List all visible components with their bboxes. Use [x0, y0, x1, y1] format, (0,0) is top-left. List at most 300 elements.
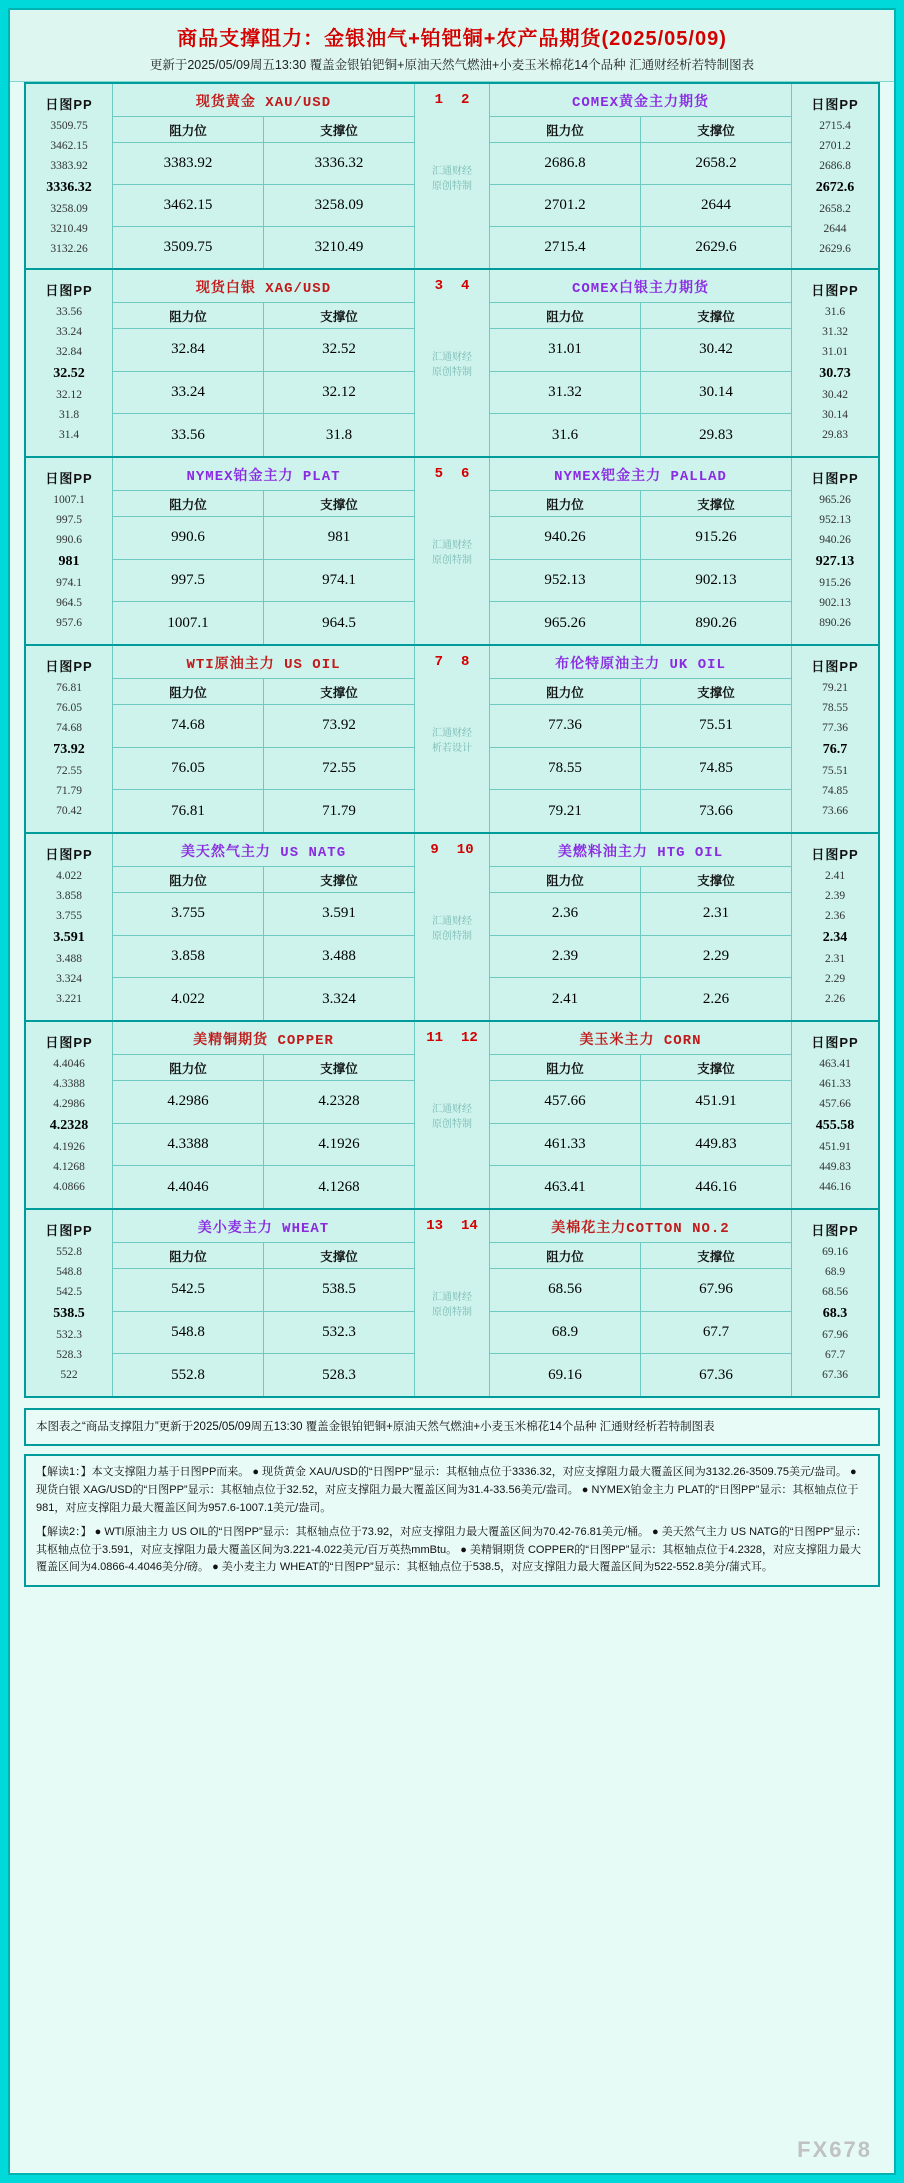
index-left: 5 — [434, 466, 443, 482]
column-header-support: 支撑位 — [320, 685, 358, 700]
column-header-resistance: 阻力位 — [490, 1243, 641, 1268]
instrument-title: 现货黄金 XAU/USD — [195, 95, 332, 111]
pivot-column-title: 日图PP — [45, 283, 93, 298]
block-index-numbers — [430, 842, 473, 858]
table-header-row — [490, 303, 791, 329]
pivot-level: 2658.2 — [819, 203, 851, 216]
cell-support: 4.1926 — [318, 1136, 360, 1152]
cell-support: 71.79 — [322, 802, 356, 819]
column-header-resistance: 阻力位 — [113, 1243, 264, 1268]
pivot-level: 72.55 — [56, 765, 82, 778]
pivot-level: 542.5 — [56, 1285, 82, 1298]
pivot-level: 76.7 — [822, 742, 848, 758]
cell-support: 32.52 — [322, 341, 356, 358]
table-header-row — [113, 1243, 414, 1269]
instrument-block — [24, 458, 880, 646]
table-row — [113, 227, 414, 268]
cell-resistance: 2.41 — [490, 978, 641, 1020]
instrument-title: COMEX白银主力期货 — [571, 281, 709, 297]
pivot-column-title: 日图PP — [811, 97, 859, 112]
block-index-column — [415, 84, 489, 268]
cell-resistance: 461.33 — [490, 1124, 641, 1166]
pivot-column-title: 日图PP — [811, 471, 859, 486]
table-header-row — [490, 1243, 791, 1269]
cell-resistance: 2686.8 — [490, 143, 641, 184]
legend-box — [24, 1454, 880, 1587]
instrument-title: 美燃料油主力 HTG OIL — [557, 845, 724, 861]
cell-resistance: 31.6 — [490, 414, 641, 456]
cell-support: 4.1268 — [318, 1178, 360, 1195]
pivot-level: 68.56 — [822, 1285, 848, 1298]
pivot-column-title: 日图PP — [811, 1035, 859, 1050]
column-header-support: 支撑位 — [320, 1061, 358, 1076]
pivot-level: 4.2328 — [49, 1118, 89, 1134]
pivot-column — [792, 834, 878, 1020]
levels-table — [113, 116, 414, 268]
pivot-level: 75.51 — [822, 765, 848, 778]
header-band — [10, 10, 894, 82]
levels-table — [113, 490, 414, 644]
column-header-support: 支撑位 — [697, 123, 735, 138]
pivot-column-title: 日图PP — [811, 847, 859, 862]
pivot-column — [26, 646, 112, 832]
table-row — [490, 414, 791, 456]
table-row — [113, 372, 414, 415]
index-right: 6 — [461, 466, 470, 482]
center-watermark: 汇通财经 原创特制 — [432, 1292, 472, 1318]
table-row — [113, 1166, 414, 1208]
block-index-numbers — [426, 1030, 478, 1046]
table-row — [113, 893, 414, 936]
table-row — [490, 143, 791, 185]
table-row — [490, 790, 791, 832]
table-row — [490, 227, 791, 268]
instrument-panel — [112, 270, 415, 456]
pivot-level: 461.33 — [819, 1077, 851, 1090]
pivot-level: 455.58 — [815, 1118, 855, 1134]
column-header-support: 支撑位 — [697, 873, 735, 888]
table-row — [113, 185, 414, 227]
pivot-level: 4.1268 — [53, 1161, 85, 1174]
levels-table — [490, 1242, 791, 1396]
pivot-level: 890.26 — [819, 616, 851, 629]
index-left: 13 — [426, 1218, 443, 1234]
pivot-column — [792, 84, 878, 268]
table-row — [113, 602, 414, 644]
pivot-level: 548.8 — [56, 1265, 82, 1278]
pivot-level: 79.21 — [822, 682, 848, 694]
cell-support: 73.66 — [699, 802, 733, 819]
pivot-level: 2.36 — [824, 909, 846, 922]
instrument-block — [24, 1210, 880, 1398]
table-header-row — [113, 491, 414, 517]
index-right: 8 — [461, 654, 470, 670]
index-left: 9 — [430, 842, 439, 858]
column-header-support: 支撑位 — [320, 1249, 358, 1264]
table-row — [490, 1166, 791, 1208]
cell-resistance: 3.858 — [113, 936, 264, 978]
pivot-level: 532.3 — [56, 1329, 82, 1342]
pivot-level: 4.0866 — [53, 1180, 85, 1193]
table-row — [113, 978, 414, 1020]
column-header-resistance: 阻力位 — [490, 491, 641, 516]
cell-support: 32.12 — [322, 384, 356, 400]
cell-resistance: 4.3388 — [113, 1124, 264, 1166]
footer-note: 本图表之“商品支撑阻力”更新于2025/05/09周五13:30 覆盖金银铂钯铜+原油天然气燃油+小麦玉米棉花14个品种 汇通财经析若特制图表 — [24, 1408, 880, 1446]
cell-support: 902.13 — [695, 572, 737, 588]
cell-resistance: 542.5 — [113, 1269, 264, 1311]
column-header-support: 支撑位 — [320, 309, 358, 324]
table-row — [113, 414, 414, 456]
table-row — [113, 936, 414, 979]
pivot-level: 4.022 — [56, 870, 82, 882]
pivot-column-title: 日图PP — [811, 283, 859, 298]
block-index-column — [415, 1022, 489, 1208]
pivot-level: 74.68 — [56, 721, 82, 734]
instrument-panel — [489, 1022, 792, 1208]
cell-support: 4.2328 — [318, 1093, 360, 1110]
pivot-level: 30.42 — [822, 389, 848, 402]
cell-resistance: 2.36 — [490, 893, 641, 935]
cell-support: 2644 — [701, 197, 731, 213]
cell-resistance: 33.56 — [113, 414, 264, 456]
cell-resistance: 4.022 — [113, 978, 264, 1020]
pivot-level: 31.32 — [822, 325, 848, 338]
pivot-level: 29.83 — [822, 428, 848, 441]
pivot-column — [26, 458, 112, 644]
levels-table — [490, 116, 791, 268]
cell-support: 2.26 — [702, 990, 730, 1007]
pivot-level: 68.9 — [824, 1265, 846, 1278]
cell-support: 67.36 — [699, 1366, 733, 1383]
instrument-title: 布伦特原油主力 UK OIL — [555, 657, 726, 673]
block-index-column — [415, 270, 489, 456]
instrument-block — [24, 1022, 880, 1210]
pivot-level: 3.488 — [56, 953, 82, 966]
table-row — [113, 1354, 414, 1396]
table-row — [490, 978, 791, 1020]
pivot-level: 73.92 — [53, 742, 85, 758]
table-header-row — [113, 303, 414, 329]
cell-support: 67.7 — [702, 1324, 730, 1340]
table-row — [490, 936, 791, 979]
cell-support: 30.14 — [699, 384, 733, 400]
table-row — [113, 1124, 414, 1167]
cell-resistance: 940.26 — [490, 517, 641, 559]
cell-support: 74.85 — [699, 760, 733, 776]
block-index-numbers — [435, 92, 470, 108]
block-index-numbers — [435, 654, 470, 670]
cell-resistance: 77.36 — [490, 705, 641, 747]
cell-support: 2.31 — [702, 905, 730, 922]
pivot-column-title: 日图PP — [45, 471, 93, 486]
pivot-level: 3.591 — [53, 930, 85, 946]
cell-resistance: 463.41 — [490, 1166, 641, 1208]
instrument-title: 现货白银 XAG/USD — [195, 281, 332, 297]
pivot-level: 2644 — [823, 223, 847, 236]
pivot-level: 451.91 — [819, 1141, 851, 1154]
instrument-title: 美天然气主力 US NATG — [180, 845, 347, 861]
pivot-level: 77.36 — [822, 721, 848, 734]
cell-support: 974.1 — [322, 572, 356, 588]
cell-resistance: 78.55 — [490, 748, 641, 790]
instrument-panel — [112, 834, 415, 1020]
pivot-level: 74.85 — [822, 785, 848, 798]
pivot-level: 73.66 — [822, 804, 848, 817]
cell-support: 31.8 — [325, 426, 353, 443]
pivot-level: 463.41 — [819, 1058, 851, 1070]
cell-support: 2.29 — [702, 948, 730, 964]
pivot-level: 3336.32 — [46, 180, 92, 196]
levels-table — [490, 302, 791, 456]
cell-support: 72.55 — [322, 760, 356, 776]
column-header-resistance: 阻力位 — [113, 679, 264, 704]
table-row — [113, 329, 414, 372]
cell-support: 446.16 — [695, 1178, 737, 1195]
instrument-block — [24, 646, 880, 834]
table-row — [490, 748, 791, 791]
page-title: 商品支撑阻力：金银油气+铂钯铜+农产品期货(2025/05/09) — [177, 28, 727, 50]
pivot-level: 2701.2 — [819, 139, 851, 152]
center-watermark: 汇通财经 原创特制 — [432, 166, 472, 192]
cell-support: 3210.49 — [314, 239, 364, 255]
block-index-column — [415, 834, 489, 1020]
column-header-support: 支撑位 — [697, 497, 735, 512]
cell-resistance: 76.05 — [113, 748, 264, 790]
index-left: 7 — [434, 654, 443, 670]
instrument-panel — [112, 458, 415, 644]
table-row — [113, 143, 414, 185]
table-row — [113, 1081, 414, 1124]
pivot-level: 2.41 — [824, 870, 846, 882]
block-index-numbers — [435, 466, 470, 482]
index-right: 2 — [461, 92, 470, 108]
table-header-row — [113, 1055, 414, 1081]
column-header-support: 支撑位 — [320, 497, 358, 512]
pivot-level: 3.324 — [56, 973, 82, 986]
cell-support: 538.5 — [322, 1281, 356, 1298]
site-watermark: FX678 — [797, 2137, 872, 2162]
cell-support: 449.83 — [695, 1136, 737, 1152]
cell-support: 3.591 — [322, 905, 356, 922]
cell-resistance: 3.755 — [113, 893, 264, 935]
index-left: 11 — [426, 1030, 443, 1046]
report-page — [8, 8, 896, 2175]
instrument-title: NYMEX钯金主力 PALLAD — [554, 469, 727, 485]
cell-resistance: 2701.2 — [490, 185, 641, 226]
cell-support: 30.42 — [699, 341, 733, 358]
pivot-level: 4.3388 — [53, 1077, 85, 1090]
pivot-column-title: 日图PP — [811, 1223, 859, 1238]
table-row — [490, 1312, 791, 1355]
index-left: 1 — [434, 92, 443, 108]
pivot-level: 2.31 — [824, 953, 846, 966]
table-header-row — [113, 867, 414, 893]
pivot-level: 3462.15 — [50, 139, 88, 152]
table-header-row — [113, 679, 414, 705]
pivot-level: 1007.1 — [53, 494, 85, 506]
table-row — [490, 893, 791, 936]
pivot-level: 3.221 — [56, 992, 82, 1005]
pivot-level: 3132.26 — [50, 242, 88, 255]
instrument-panel — [112, 1022, 415, 1208]
pivot-level: 68.3 — [822, 1306, 848, 1322]
pivot-level: 32.84 — [56, 345, 82, 358]
instrument-title: 美棉花主力COTTON NO.2 — [551, 1221, 730, 1237]
instrument-panel — [112, 646, 415, 832]
pivot-level: 927.13 — [815, 554, 855, 570]
cell-resistance: 552.8 — [113, 1354, 264, 1396]
legend-line-2: 【解读2：】 ● WTI原油主力 US OIL的“日图PP”显示：其枢轴点位于73.92，对应支撑阻力最大覆盖区间为70.42-76.81美元/桶。 ● 美天然气主力 US NATG的“日图PP”显示：其枢轴点位于3.591，对应支撑阻力最大覆盖区间为3.221-4.022美元/百万英热mmBtu。 ● 美精铜期货 COPPER的“日图PP”显示：其枢轴点位于4.2328，对应支撑阻力最大覆盖区间为4.0866-4.4046美分/磅。 ● 美小麦主力 WHEAT的“日图PP”显示：其枢轴点位于538.5，对应支撑阻力最大覆盖区间为522-552.8美分/蒲式耳。 — [36, 1525, 867, 1574]
pivot-level: 2629.6 — [819, 242, 851, 255]
cell-resistance: 4.2986 — [113, 1081, 264, 1123]
table-row — [113, 748, 414, 791]
pivot-column-title: 日图PP — [811, 659, 859, 674]
pivot-column — [26, 1022, 112, 1208]
instrument-panel — [112, 84, 415, 268]
cell-resistance: 79.21 — [490, 790, 641, 832]
center-watermark: 汇通财经 原创特制 — [432, 352, 472, 378]
pivot-level: 71.79 — [56, 785, 82, 798]
index-left: 3 — [434, 278, 443, 294]
cell-resistance: 2715.4 — [490, 227, 641, 268]
instrument-title: WTI原油主力 US OIL — [186, 657, 341, 673]
instrument-panel — [489, 270, 792, 456]
pivot-level: 964.5 — [56, 597, 82, 610]
pivot-level: 4.2986 — [53, 1097, 85, 1110]
cell-support: 29.83 — [699, 426, 733, 443]
index-right: 4 — [461, 278, 470, 294]
table-row — [490, 517, 791, 560]
levels-table — [490, 490, 791, 644]
blocks-container — [10, 82, 894, 1398]
pivot-level: 552.8 — [56, 1246, 82, 1258]
pivot-level: 67.36 — [822, 1368, 848, 1381]
cell-support: 532.3 — [322, 1324, 356, 1340]
pivot-column — [26, 84, 112, 268]
cell-resistance: 2.39 — [490, 936, 641, 978]
column-header-resistance: 阻力位 — [113, 117, 264, 142]
pivot-column — [26, 834, 112, 1020]
cell-resistance: 76.81 — [113, 790, 264, 832]
pivot-level: 902.13 — [819, 597, 851, 610]
pivot-level: 3.858 — [56, 889, 82, 902]
levels-table — [490, 1054, 791, 1208]
pivot-level: 30.73 — [819, 366, 851, 382]
column-header-support: 支撑位 — [320, 123, 358, 138]
cell-support: 75.51 — [699, 717, 733, 734]
pivot-level: 997.5 — [56, 513, 82, 526]
table-row — [490, 329, 791, 372]
cell-resistance: 3383.92 — [113, 143, 264, 184]
instrument-panel — [489, 84, 792, 268]
instrument-block — [24, 834, 880, 1022]
pivot-level: 70.42 — [56, 804, 82, 817]
table-header-row — [490, 1055, 791, 1081]
pivot-column — [792, 458, 878, 644]
cell-resistance: 997.5 — [113, 560, 264, 602]
pivot-level: 449.83 — [819, 1161, 851, 1174]
cell-support: 2629.6 — [695, 239, 737, 255]
pivot-level: 76.05 — [56, 701, 82, 714]
pivot-level: 3.755 — [56, 909, 82, 922]
table-row — [490, 1354, 791, 1396]
cell-resistance: 33.24 — [113, 372, 264, 414]
pivot-level: 2.26 — [824, 992, 846, 1005]
pivot-level: 4.1926 — [53, 1141, 85, 1154]
column-header-resistance: 阻力位 — [490, 1055, 641, 1080]
cell-support: 2658.2 — [695, 155, 737, 171]
pivot-level: 457.66 — [819, 1097, 851, 1110]
pivot-level: 78.55 — [822, 701, 848, 714]
pivot-column-title: 日图PP — [45, 847, 93, 862]
levels-table — [113, 1242, 414, 1396]
cell-resistance: 4.4046 — [113, 1166, 264, 1208]
pivot-level: 4.4046 — [53, 1058, 85, 1070]
pivot-level: 76.81 — [56, 682, 82, 694]
table-header-row — [490, 867, 791, 893]
center-watermark: 汇通财经 原创特制 — [432, 916, 472, 942]
table-row — [490, 185, 791, 227]
pivot-column-title: 日图PP — [45, 1035, 93, 1050]
table-header-row — [490, 117, 791, 143]
table-header-row — [490, 491, 791, 517]
block-index-column — [415, 646, 489, 832]
center-watermark: 汇通财经 原创特制 — [432, 540, 472, 566]
cell-support: 915.26 — [695, 529, 737, 546]
levels-table — [113, 678, 414, 832]
pivot-level: 31.6 — [824, 306, 846, 318]
cell-resistance: 952.13 — [490, 560, 641, 602]
pivot-level: 33.24 — [56, 325, 82, 338]
pivot-column — [792, 1022, 878, 1208]
column-header-resistance: 阻力位 — [490, 303, 641, 328]
table-row — [113, 705, 414, 748]
column-header-resistance: 阻力位 — [490, 867, 641, 892]
instrument-title: COMEX黄金主力期货 — [571, 95, 709, 111]
cell-support: 3258.09 — [314, 197, 364, 213]
pivot-level: 2672.6 — [815, 180, 855, 196]
pivot-level: 30.14 — [822, 409, 848, 422]
cell-support: 67.96 — [699, 1281, 733, 1298]
pivot-level: 2.29 — [824, 973, 846, 986]
table-row — [490, 372, 791, 415]
cell-support: 73.92 — [322, 717, 356, 734]
cell-resistance: 457.66 — [490, 1081, 641, 1123]
cell-support: 3.324 — [322, 990, 356, 1007]
table-row — [113, 1269, 414, 1312]
table-row — [490, 602, 791, 644]
block-index-column — [415, 1210, 489, 1396]
cell-support: 964.5 — [322, 614, 356, 631]
column-header-support: 支撑位 — [697, 685, 735, 700]
levels-table — [113, 1054, 414, 1208]
pivot-level: 965.26 — [819, 494, 851, 506]
pivot-level: 69.16 — [822, 1246, 848, 1258]
pivot-level: 528.3 — [56, 1349, 82, 1362]
pivot-level: 981 — [58, 554, 80, 570]
pivot-level: 31.8 — [58, 409, 80, 422]
pivot-level: 2.39 — [824, 889, 846, 902]
cell-resistance: 74.68 — [113, 705, 264, 747]
center-watermark: 汇通财经 原创特制 — [432, 1104, 472, 1130]
block-index-numbers — [426, 1218, 478, 1234]
table-row — [113, 517, 414, 560]
pivot-column-title: 日图PP — [45, 659, 93, 674]
pivot-level: 3509.75 — [50, 120, 88, 132]
cell-resistance: 548.8 — [113, 1312, 264, 1354]
levels-table — [490, 678, 791, 832]
